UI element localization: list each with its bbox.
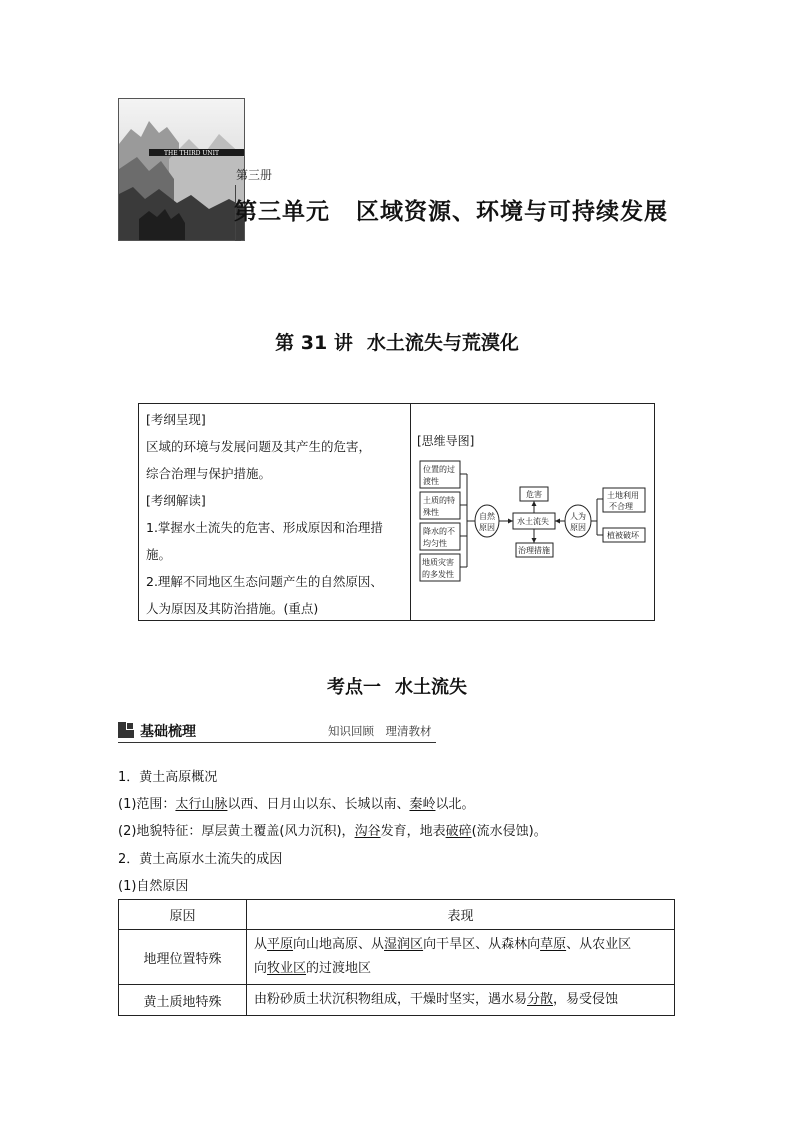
underlined-answer: 沟谷 [354,824,381,839]
unit-title [234,193,668,226]
text-span: (流水侵蚀)。 [471,824,547,839]
mindmap-text: 人为 [570,512,586,521]
section-rule [118,742,436,743]
syllabus-box [138,403,655,621]
landform-line [118,820,547,839]
text-span: 发育，地表 [380,824,446,839]
syllabus-line: 综合治理与保护措施。 [146,466,272,481]
table-cell-cause: 黄土质地特殊 [119,985,247,1016]
keypoint-title [0,673,794,699]
underlined-answer: 分散 [527,992,554,1007]
text-span: (1)范围： [118,797,176,812]
table-header: 表现 [247,900,675,930]
mindmap-text: 的多发性 [422,570,454,579]
text-span: 向山地高原、从 [293,937,385,952]
underlined-answer: 太行山脉 [175,797,228,812]
unit-number: 第三单元 [234,199,330,225]
syllabus-line: [考纲解读] [146,493,206,508]
lecture-number: 第 31 讲 [275,332,353,354]
text-span: ，易受侵蚀 [553,992,619,1007]
mindmap-text: 植被破坏 [607,531,639,540]
underlined-answer: 牧业区 [267,961,307,976]
table-header: 原因 [119,900,247,930]
heading-natural-causes: (1)自然原因 [118,879,189,894]
keypoint-label: 考点一 [327,677,381,698]
volume-label: 第三册 [236,168,273,182]
underlined-answer: 破碎 [445,824,472,839]
keypoint-name: 水土流失 [395,677,467,698]
natural-causes-table [118,899,675,1016]
syllabus-line: 施。 [146,547,172,562]
syllabus-line: 2.理解不同地区生态问题产生的自然原因、 [146,574,383,589]
scope-line [118,793,474,812]
mindmap-text: 自然 [479,512,495,521]
table-row [119,985,675,1016]
box-divider [410,404,411,620]
mindmap-text: 土地利用 [607,491,639,500]
text-span: 以北。 [435,797,475,812]
mindmap-title: [思维导图] [417,434,475,448]
section-icon [118,722,134,738]
lecture-title [0,328,794,355]
section-subtitle: 知识回顾 理清教材 [328,724,432,738]
mindmap-text: 治理措施 [518,546,550,555]
text-span: 的过渡地区 [306,961,372,976]
syllabus-line: 1.掌握水土流失的危害、形成原因和治理措 [146,520,383,535]
heading-loess-overview: 1．黄土高原概况 [118,770,218,785]
mindmap-diagram [417,459,653,591]
mindmap-text: 危害 [526,490,542,499]
underlined-answer: 湿润区 [384,937,424,952]
text-span: 、从农业区 [566,937,632,952]
section-label: 基础梳理 [140,724,196,740]
text-span: 从 [254,937,268,952]
table-row [119,930,675,985]
mindmap-text: 均匀性 [423,539,447,548]
heading-erosion-causes: 2．黄土高原水土流失的成因 [118,852,283,867]
svg-text:THE THIRD UNIT: THE THIRD UNIT [164,150,220,157]
text-span: 由粉砂质土状沉积物组成，干燥时坚实，遇水易 [254,992,528,1007]
underlined-answer: 草原 [540,937,567,952]
lecture-name: 水土流失与荒漠化 [366,332,519,354]
table-cell-detail [247,930,675,985]
mindmap-text: 地质灾害 [422,558,454,567]
text-span: (2)地貌特征：厚层黄土覆盖(风力沉积)， [118,824,355,839]
mindmap-text: 不合理 [609,502,633,511]
mindmap-human-cause [565,505,591,537]
table-cell-detail [247,985,675,1016]
table-cell-cause: 地理位置特殊 [119,930,247,985]
syllabus-line: 人为原因及其防治措施。(重点) [146,601,319,616]
mindmap-text: 殊性 [423,508,439,517]
mindmap-text: 水土流失 [517,517,549,526]
text-span: 向 [254,961,268,976]
unit-name: 区域资源、环境与可持续发展 [356,199,668,225]
mindmap-text: 降水的不 [423,527,455,536]
underlined-answer: 秦岭 [409,797,436,812]
syllabus-line: [考纲呈现] [146,412,206,427]
unit-cover-image [118,98,245,241]
syllabus-text [146,406,408,622]
underlined-answer: 平原 [267,937,294,952]
mindmap-text: 位置的过 [423,465,455,474]
mindmap-text: 土质的特 [423,496,455,505]
mindmap-text: 原因 [479,523,495,532]
table-header-row [119,900,675,930]
mindmap-natural-cause [475,505,499,537]
syllabus-line: 区域的环境与发展问题及其产生的危害， [146,439,372,454]
mindmap-text: 原因 [570,523,586,532]
mindmap-text: 渡性 [423,477,439,486]
text-span: 向干旱区、从森林向 [423,937,541,952]
text-span: 以西、日月山以东、长城以南、 [227,797,410,812]
